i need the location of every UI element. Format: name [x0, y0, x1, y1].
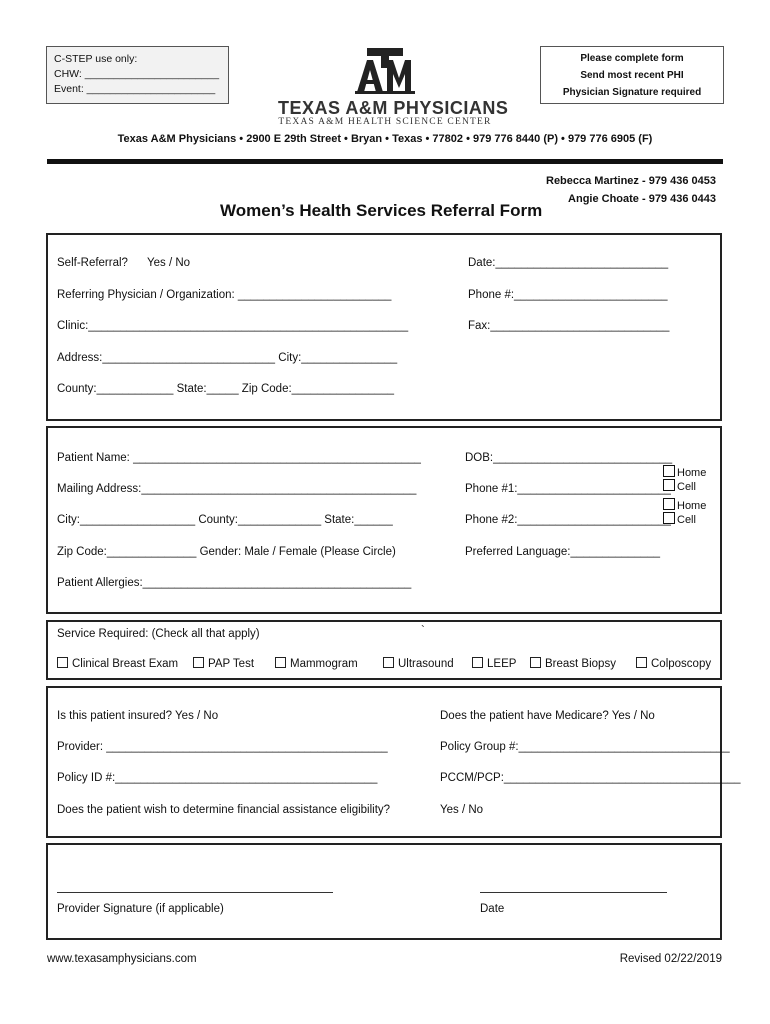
- phone2-home-checkbox[interactable]: [663, 498, 706, 512]
- services-section: [46, 620, 722, 680]
- patient-name-field[interactable]: Patient Name: _____________________________________________: [57, 452, 421, 464]
- contact-angie: Angie Choate - 979 436 0443: [568, 193, 716, 205]
- checkbox-icon: [663, 479, 675, 491]
- provider-signature-line[interactable]: [57, 892, 333, 893]
- notice-line-3: Physician Signature required: [562, 87, 702, 98]
- insurance-section: [46, 686, 741, 838]
- home-label: Home: [677, 467, 707, 479]
- phone1-cell-checkbox[interactable]: [663, 479, 696, 493]
- patient-city-field[interactable]: City:__________________ County:_____________ State:______: [57, 514, 393, 526]
- referral-date-field[interactable]: Date:___________________________: [468, 257, 669, 269]
- preferred-language-field[interactable]: Preferred Language:______________: [465, 546, 661, 558]
- cstep-title: C-STEP use only:: [54, 53, 138, 65]
- self-referral-yes-no[interactable]: Yes / No: [147, 257, 191, 269]
- self-referral-label: Self-Referral?: [57, 257, 128, 269]
- checkbox-icon: [193, 657, 204, 668]
- signature-date-line[interactable]: [480, 892, 667, 893]
- form-title: Women’s Health Services Referral Form: [220, 201, 543, 220]
- atm-emblem-icon: [355, 46, 415, 96]
- policy-id-field[interactable]: Policy ID #:_________________________________________: [57, 772, 378, 784]
- header-rule: [47, 159, 723, 164]
- provider-field[interactable]: Provider: ____________________________________________: [57, 741, 388, 753]
- financial-answer[interactable]: Yes / No: [440, 804, 484, 816]
- referral-address-field[interactable]: Address:___________________________ City:_______________: [57, 352, 398, 364]
- service-ultrasound[interactable]: Ultrasound: [383, 657, 454, 670]
- notice-box: [540, 46, 724, 104]
- referring-physician-field[interactable]: Referring Physician / Organization: ________________________: [57, 289, 392, 301]
- services-stray-mark: `: [421, 625, 425, 637]
- signature-date-label: Date: [480, 903, 505, 915]
- mailing-address-field[interactable]: Mailing Address:___________________________________________: [57, 483, 417, 495]
- financial-question: Does the patient wish to determine financial assistance eligibility?: [57, 804, 391, 816]
- phone1-field[interactable]: Phone #1:________________________: [465, 483, 671, 495]
- policy-group-field[interactable]: Policy Group #:_________________________________: [440, 741, 730, 753]
- zip-gender-field[interactable]: Zip Code:______________ Gender: Male / Female (Please Circle): [57, 546, 396, 558]
- footer-revised: Revised 02/22/2019: [619, 953, 722, 965]
- home-label: Home: [677, 500, 707, 512]
- referral-section: [46, 233, 722, 421]
- cell-label: Cell: [677, 481, 696, 493]
- notice-line-2: Send most recent PHI: [580, 70, 684, 81]
- checkbox-icon: [663, 465, 675, 477]
- checkbox-icon: [383, 657, 394, 668]
- clinic-field[interactable]: Clinic:__________________________________________________: [57, 320, 409, 332]
- referral-phone-field[interactable]: Phone #:________________________: [468, 289, 668, 301]
- checkbox-icon: [663, 498, 675, 510]
- services-title: Service Required: (Check all that apply): [57, 628, 260, 640]
- allergies-field[interactable]: Patient Allergies:__________________________________________: [57, 577, 412, 589]
- cstep-box: [46, 46, 229, 104]
- logo-subtitle: TEXAS A&M HEALTH SCIENCE CENTER: [278, 117, 492, 127]
- service-breast-biopsy[interactable]: Breast Biopsy: [530, 657, 616, 670]
- signature-section: [46, 843, 722, 940]
- cell-label: Cell: [677, 514, 696, 526]
- checkbox-icon: [663, 512, 675, 524]
- referral-county-field[interactable]: County:____________ State:_____ Zip Code:________________: [57, 383, 394, 395]
- provider-signature-label: Provider Signature (if applicable): [57, 903, 224, 915]
- cstep-event-field[interactable]: Event: ______________________: [54, 83, 216, 95]
- service-clinical-breast-exam[interactable]: Clinical Breast Exam: [57, 657, 178, 670]
- footer-website: www.texasamphysicians.com: [47, 953, 197, 965]
- checkbox-icon: [530, 657, 541, 668]
- checkbox-icon: [636, 657, 647, 668]
- insured-question[interactable]: Is this patient insured? Yes / No: [57, 710, 219, 722]
- cstep-chw-field[interactable]: CHW: _______________________: [54, 68, 220, 80]
- contact-rebecca: Rebecca Martinez - 979 436 0453: [546, 175, 716, 187]
- phone2-cell-checkbox[interactable]: [663, 512, 696, 526]
- service-mammogram[interactable]: Mammogram: [275, 657, 358, 670]
- checkbox-icon: [472, 657, 483, 668]
- phone2-field[interactable]: Phone #2:________________________: [465, 514, 671, 526]
- checkbox-icon: [57, 657, 68, 668]
- address-line: Texas A&M Physicians • 2900 E 29th Street • Bryan • Texas • 77802 • 979 776 8440 (P) • 979 776 6905 (F): [117, 133, 653, 145]
- checkbox-icon: [275, 657, 286, 668]
- patient-section: [46, 426, 722, 614]
- tamu-logo: [278, 46, 509, 128]
- service-leep[interactable]: LEEP: [472, 657, 516, 670]
- phone1-home-checkbox[interactable]: [663, 465, 706, 479]
- patient-dob-field[interactable]: DOB:____________________________: [465, 452, 673, 464]
- service-colposcopy[interactable]: Colposcopy: [636, 657, 711, 670]
- logo-name: TEXAS A&M PHYSICIANS: [278, 98, 509, 118]
- pccm-pcp-field[interactable]: PCCM/PCP:_____________________________________: [440, 772, 741, 784]
- medicare-question[interactable]: Does the patient have Medicare? Yes / No: [440, 710, 655, 722]
- referral-fax-field[interactable]: Fax:____________________________: [468, 320, 670, 332]
- service-pap-test[interactable]: PAP Test: [193, 657, 254, 670]
- notice-line-1: Please complete form: [580, 53, 684, 64]
